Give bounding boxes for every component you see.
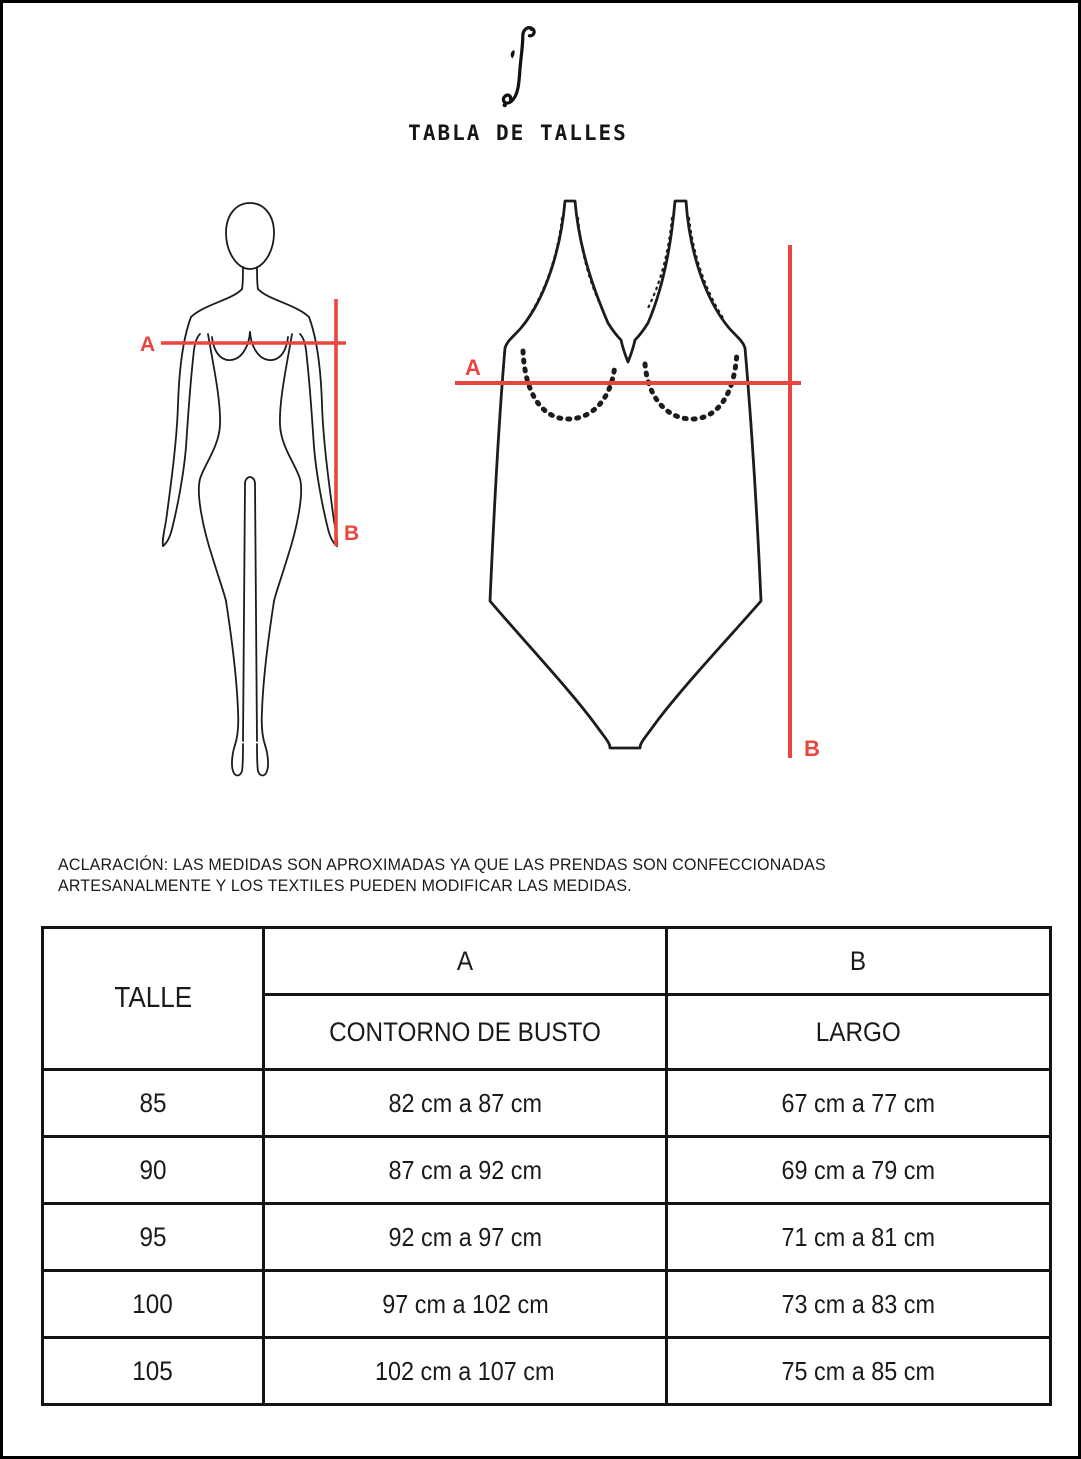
cell-largo bbox=[667, 1070, 1051, 1137]
busto-range: 102 cm a 107 cm bbox=[375, 1355, 555, 1386]
table-row-85 bbox=[43, 1070, 1051, 1137]
body-figure-diagram bbox=[133, 188, 363, 788]
size-table bbox=[41, 926, 1052, 1406]
disclaimer-line-1: ACLARACIÓN: LAS MEDIDAS SON APROXIMADAS YA QUE LAS PRENDAS SON CONFECCIONADAS bbox=[58, 855, 826, 874]
cell-busto bbox=[264, 1271, 667, 1338]
brand-logo-icon bbox=[500, 23, 538, 113]
table-row-100 bbox=[43, 1271, 1051, 1338]
header-cell-b bbox=[667, 928, 1051, 995]
cell-talle bbox=[43, 1271, 264, 1338]
cell-talle bbox=[43, 1204, 264, 1271]
size-value: 100 bbox=[132, 1288, 174, 1319]
disclaimer-text bbox=[58, 854, 960, 896]
header-b-label: B bbox=[850, 945, 867, 976]
busto-range: 82 cm a 87 cm bbox=[388, 1087, 542, 1118]
bodysuit-measure-lines bbox=[455, 245, 820, 761]
bodysuit-outline bbox=[490, 201, 761, 748]
size-value: 95 bbox=[139, 1221, 167, 1252]
figure-label-b: B bbox=[344, 522, 360, 545]
cell-largo bbox=[667, 1271, 1051, 1338]
size-value: 90 bbox=[139, 1154, 167, 1185]
largo-range: 69 cm a 79 cm bbox=[781, 1154, 936, 1185]
header-cell-contorno bbox=[264, 995, 667, 1070]
largo-range: 73 cm a 83 cm bbox=[781, 1288, 936, 1319]
body-figure-outline bbox=[163, 203, 338, 776]
header-cell-talle bbox=[43, 928, 264, 1070]
header-largo-label: LARGO bbox=[815, 1016, 902, 1047]
bodysuit-diagram bbox=[443, 188, 843, 778]
cell-busto bbox=[264, 1338, 667, 1405]
page-title: TABLA DE TALLES bbox=[408, 121, 628, 145]
cell-busto bbox=[264, 1070, 667, 1137]
table-header-row-1 bbox=[43, 928, 1051, 995]
header-cell-a bbox=[264, 928, 667, 995]
size-value: 105 bbox=[132, 1355, 174, 1386]
disclaimer-line-2: ARTESANALMENTE Y LOS TEXTILES PUEDEN MODIFICAR LAS MEDIDAS. bbox=[58, 876, 632, 895]
cell-largo bbox=[667, 1137, 1051, 1204]
cell-busto bbox=[264, 1137, 667, 1204]
cell-largo bbox=[667, 1204, 1051, 1271]
cell-talle bbox=[43, 1338, 264, 1405]
cell-talle bbox=[43, 1070, 264, 1137]
header-talle-label: TALLE bbox=[114, 982, 192, 1014]
busto-range: 97 cm a 102 cm bbox=[381, 1288, 549, 1319]
cell-busto bbox=[264, 1204, 667, 1271]
busto-range: 92 cm a 97 cm bbox=[388, 1221, 542, 1252]
header-cell-largo bbox=[667, 995, 1051, 1070]
cell-talle bbox=[43, 1137, 264, 1204]
cell-largo bbox=[667, 1338, 1051, 1405]
size-value: 85 bbox=[139, 1087, 167, 1118]
bodysuit-label-a: A bbox=[465, 355, 481, 380]
largo-range: 75 cm a 85 cm bbox=[781, 1355, 936, 1386]
table-row-105 bbox=[43, 1338, 1051, 1405]
table-row-90 bbox=[43, 1137, 1051, 1204]
header-a-label: A bbox=[456, 945, 474, 976]
bodysuit-label-b: B bbox=[804, 736, 820, 761]
largo-range: 67 cm a 77 cm bbox=[781, 1087, 936, 1118]
largo-range: 71 cm a 81 cm bbox=[781, 1221, 936, 1252]
table-row-95 bbox=[43, 1204, 1051, 1271]
figure-label-a: A bbox=[140, 333, 156, 356]
header-contorno-label: CONTORNO DE BUSTO bbox=[329, 1016, 601, 1047]
busto-range: 87 cm a 92 cm bbox=[388, 1154, 542, 1185]
